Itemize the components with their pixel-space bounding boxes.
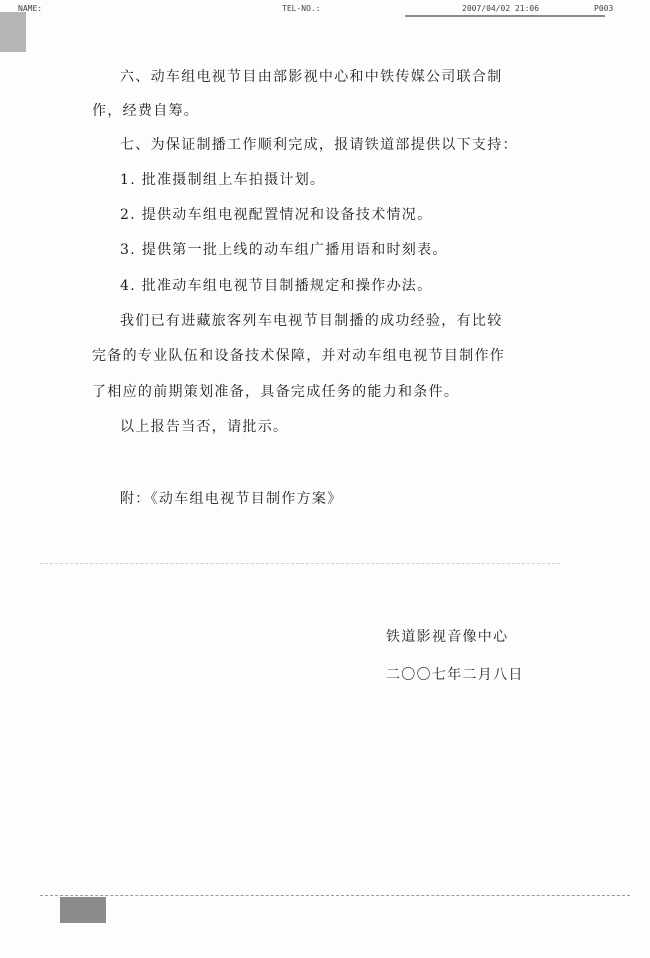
item-6-line-2: 作，经费自筹。 [92, 103, 200, 119]
fax-header-smudge [405, 15, 605, 17]
summary-line-1: 我们已有进藏旅客列车电视节目制播的成功经验，有比较 [120, 313, 503, 329]
fax-name-label: NAME: [18, 4, 43, 13]
closing-line: 以上报告当否，请批示。 [120, 419, 289, 435]
fax-page-label: P003 [594, 4, 614, 13]
page-bottom-scanline [40, 895, 630, 896]
scan-bottom-smudge [60, 897, 106, 923]
scan-artifact-line [40, 563, 560, 564]
support-item-4: 4. 批准动车组电视节目制播规定和操作办法。 [120, 278, 433, 294]
item-7: 七、为保证制播工作顺利完成，报请铁道部提供以下支持： [120, 137, 518, 153]
summary-line-3: 了相应的前期策划准备，具备完成任务的能力和条件。 [92, 384, 460, 400]
support-item-3: 3. 提供第一批上线的动车组广播用语和时刻表。 [120, 242, 448, 258]
scan-edge-smudge [0, 12, 26, 52]
support-item-2: 2. 提供动车组电视配置情况和设备技术情况。 [120, 207, 433, 223]
support-item-1: 1. 批准摄制组上车拍摄计划。 [120, 172, 326, 188]
fax-timestamp: 2007/04/02 21:06 [462, 4, 540, 13]
fax-header [0, 0, 650, 16]
summary-line-2: 完备的专业队伍和设备技术保障，并对动车组电视节目制作作 [92, 348, 506, 364]
fax-tel-label: TEL-NO.: [282, 4, 321, 13]
attachment-line: 附：《动车组电视节目制作方案》 [120, 491, 343, 507]
signature-date: 二〇〇七年二月八日 [386, 667, 524, 683]
item-6-line-1: 六、动车组电视节目由部影视中心和中铁传媒公司联合制 [120, 69, 503, 85]
signature-organization: 铁道影视音像中心 [386, 629, 509, 645]
